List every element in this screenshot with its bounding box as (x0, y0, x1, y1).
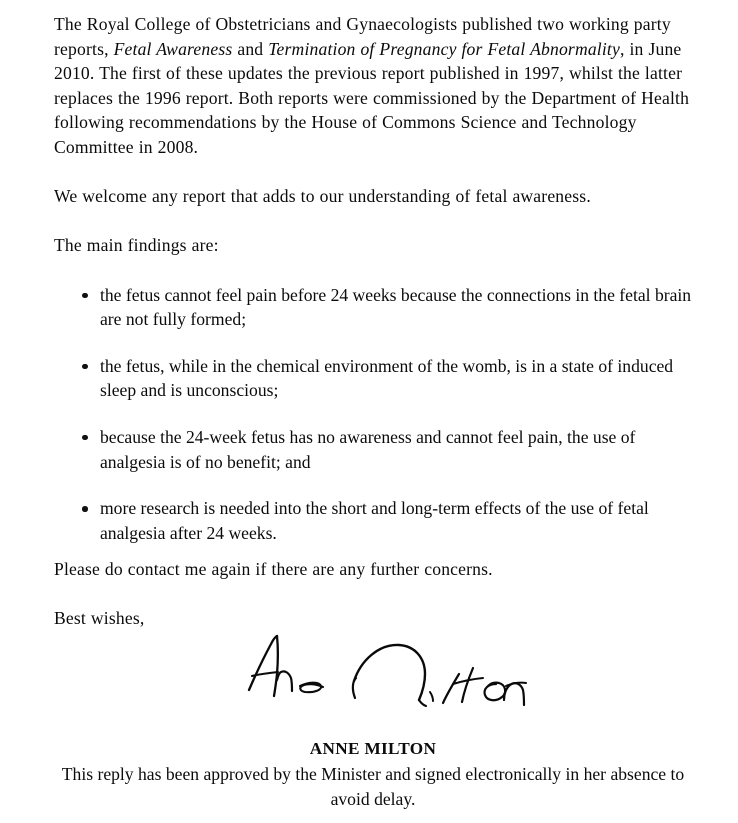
paragraph-rcog-reports (54, 12, 692, 160)
paragraph-1-segment-1: The Royal College of Obstetricians and Gynaecologists published two working party reports, (54, 14, 671, 59)
bullet-icon (82, 364, 88, 370)
signer-name: ANNE MILTON (309, 739, 437, 758)
list-item (54, 496, 692, 545)
spacer (54, 209, 692, 234)
list-item (54, 283, 692, 332)
findings-list (54, 283, 692, 546)
paragraph-welcome-report: We welcome any report that adds to our understanding of fetal awareness. (54, 186, 591, 207)
bullet-icon (82, 506, 88, 512)
signature-image (215, 618, 555, 713)
paragraph-contact-again: Please do contact me again if there are any further concerns. (54, 559, 493, 580)
list-item (54, 354, 692, 403)
spacer (54, 545, 692, 557)
finding-text: because the 24-week fetus has no awareness and cannot feel pain, the use of analgesia is of no benefit; and (100, 426, 636, 472)
finding-text: the fetus, while in the chemical environment of the womb, is in a state of induced sleep and is unconscious; (100, 355, 674, 401)
spacer (54, 160, 692, 185)
paragraph-1-segment-2: and (232, 38, 269, 59)
bullet-icon (82, 293, 88, 299)
spacer (54, 582, 692, 607)
paragraph-main-findings-lead: The main findings are: (54, 235, 219, 256)
report-title-fetal-awareness: Fetal Awareness (113, 38, 233, 59)
approval-disclaimer: This reply has been approved by the Minister and signed electronically in her absence to avoid delay. (61, 764, 685, 809)
letter-footer (54, 738, 692, 811)
paragraph-1-segment-3: , in June 2010. The first of these updates the previous report published in 1997, whilst the latter replaces the 1996 report. Both reports were commissioned by the Department of Health following recommendations by the House of Commons Science and Technology Committee in 2008. (54, 38, 690, 157)
closing-salutation: Best wishes, (54, 608, 145, 629)
spacer (54, 258, 692, 283)
report-title-termination-of-pregnancy: Termination of Pregnancy for Fetal Abnormality (268, 38, 620, 59)
list-item (54, 425, 692, 474)
finding-text: more research is needed into the short and long-term effects of the use of fetal analgesia after 24 weeks. (100, 498, 649, 543)
finding-text: the fetus cannot feel pain before 24 weeks because the connections in the fetal brain are not fully formed; (100, 284, 692, 330)
bullet-icon (82, 435, 88, 441)
letter-body (54, 12, 692, 631)
